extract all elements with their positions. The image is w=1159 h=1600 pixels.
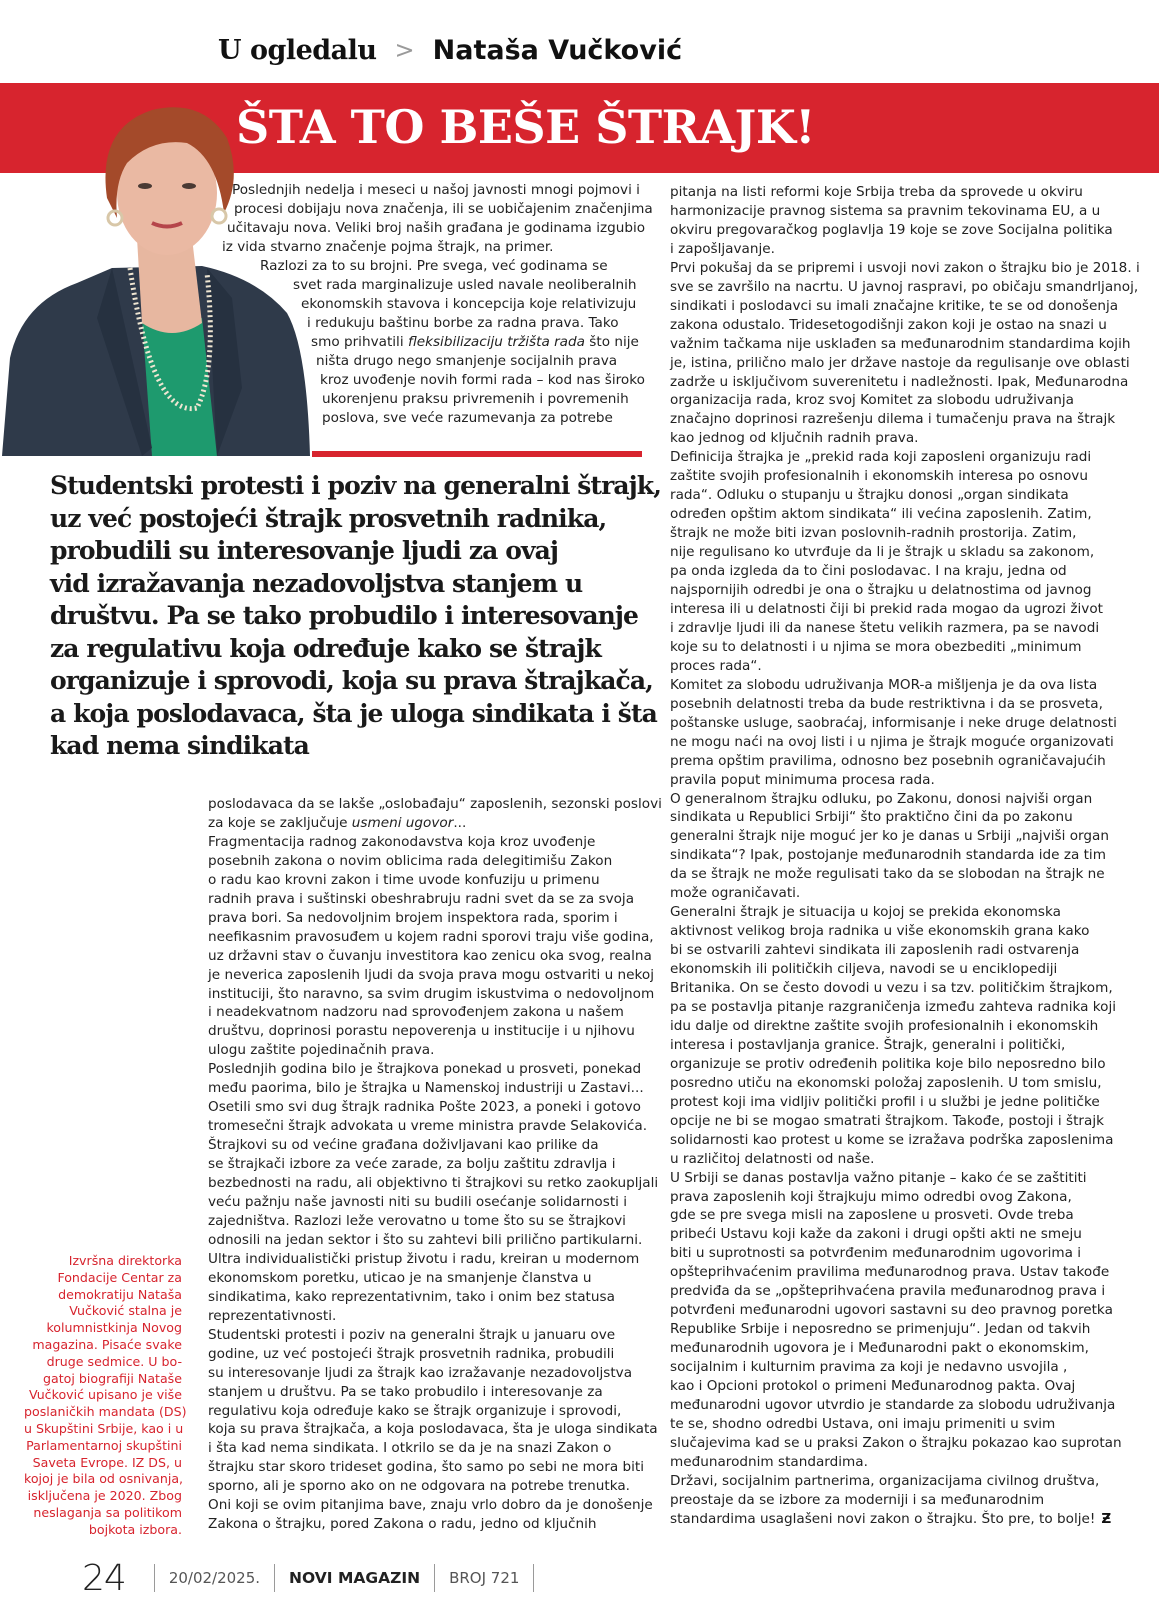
- body-text-line: društvu, doprinosi porastu nepoverenja u institucije i u njihovu: [208, 1023, 635, 1040]
- body-text-line: okviru pregovaračkog poglavlja 19 koje se zove Socijalna politika: [670, 221, 1113, 238]
- body-text-line: zakona odustalo. Tridesetogodišnji zakon koji je ostao na snazi u: [670, 316, 1107, 333]
- author-name: Nataša Vučković: [432, 34, 683, 66]
- body-text-line: instituciji, što naravno, sa svim drugim iskustvima o nedovoljnom: [208, 985, 655, 1002]
- pull-quote-line: kad nema sindikata: [50, 731, 309, 760]
- pull-quote-line: a koja poslodavaca, šta je uloga sindikata i šta: [50, 698, 657, 728]
- article-title: ŠTA TO BEŠE ŠTRAJK!: [236, 100, 815, 154]
- lead-line: ništa drugo nego smanjenje socijalnih prava: [316, 353, 618, 369]
- body-text-line: prava zaposlenih koji štrajkuju mimo odredbi ovog Zakona,: [670, 1188, 1072, 1205]
- footer-divider: [533, 1564, 534, 1592]
- body-text-line: posredno utiču na ekonomski položaj zaposlenih. U tom smislu,: [670, 1074, 1102, 1091]
- bio-text-line: kolumnistkinja Novog: [46, 1320, 182, 1336]
- bio-text-line: Izvršna direktorka: [68, 1253, 182, 1268]
- body-text-line: interesa ili u delatnosti čiji bi prekid rada mogao da ugrozi život: [670, 600, 1103, 617]
- bio-text-line: Parlamentarnoj skupštini: [26, 1437, 182, 1453]
- body-text-line: kao i Opcioni protokol o primeni Međunarodnog pakta. Ovaj: [670, 1378, 1076, 1395]
- body-text-line: prema opštim pravilima, odnosno bez posebnih ograničavajućih: [670, 752, 1106, 769]
- body-text-line: generalni štrajk nije moguć jer ko je danas u Srbiji „najviši organ: [670, 828, 1109, 845]
- body-text-line: harmonizacije pravnog sistema sa pravnim tekovinama EU, a u: [670, 202, 1101, 219]
- footer-divider: [274, 1564, 275, 1592]
- body-text-line: idu dalje od direktne zaštite svojih profesionalnih i ekonomskih: [670, 1017, 1099, 1034]
- body-column-middle: [208, 795, 662, 1534]
- lead-line: poslova, sve veće razumevanja za potrebe: [322, 410, 613, 426]
- body-text-line: opšteprihvaćenim pravilima međunarodnog prava. Ustav takođe: [670, 1264, 1110, 1281]
- bio-text-line: Vučković stalna je: [69, 1303, 182, 1319]
- body-text-line: proces rada“.: [670, 657, 762, 674]
- footer-divider: [154, 1564, 155, 1592]
- body-text-line: gde se pre svega misli na zaposlene u prosveti. Ovde treba: [670, 1207, 1074, 1224]
- bio-text-line: poslaničkih mandata (DS): [24, 1404, 187, 1420]
- body-text-line: posebnih delatnosti treba da bude restriktivna i da se prosveta,: [670, 695, 1103, 712]
- body-text-line: Državi, socijalnim partnerima, organizacijama civilnog društva,: [670, 1472, 1100, 1489]
- lead-line: ekonomskih stavova i koncepcija koje relativizuju: [301, 296, 637, 312]
- body-text-line: protest koji ima vidljiv politički profil i u službi je jedne političke: [670, 1093, 1100, 1110]
- body-text-line: ulogu zaštite pojedinačnih prava.: [208, 1042, 435, 1059]
- body-text-line: određen opštim aktom sindikata“ ili većina zaposlenih. Zatim,: [670, 506, 1092, 523]
- body-text-line: štrajk ne može biti izvan poslovnih-radnih prostorija. Zatim,: [670, 525, 1077, 542]
- body-text-line: pravila poput minimuma procesa rada.: [670, 771, 935, 788]
- pull-quote: [50, 470, 662, 763]
- section-name: U ogledalu: [218, 34, 377, 66]
- lead-line: svet rada marginalizuje usled navale neoliberalnih: [293, 277, 637, 293]
- body-text-line: godine, uz već postojeći štrajk prosvetnih radnika, probudili: [208, 1345, 615, 1362]
- lead-line: ukorenjenu praksu privremenih i povremenih: [322, 391, 629, 407]
- body-text-line: stanjem u društvu. Pa se tako probudilo i interesovanje za: [208, 1383, 603, 1400]
- body-text-line: te se, shodno odredbi Ustava, oni imaju primeniti u svim: [670, 1415, 1056, 1432]
- body-text-line: značajno doprinosi razrešenju dilema i tumačenju prava na štrajk: [670, 411, 1116, 428]
- pull-quote-line: Studentski protesti i poziv na generalni štrajk,: [50, 471, 662, 500]
- divider-rule: [312, 451, 642, 457]
- body-text-line: organizuje se protiv određenih politika koje bilo neposredno bilo: [670, 1055, 1106, 1072]
- body-text-line: odnosili na jedan sektor i što su zahtevi bili prilično partikularni.: [208, 1231, 643, 1248]
- body-text-line: interesa i postavljanja granice. Štrajk, generalni i politički,: [670, 1036, 1066, 1053]
- body-text-line: sindikata u Republici Srbiji“ što praktično čini da po zakonu: [670, 809, 1073, 826]
- body-text-line: u različitoj delatnosti od naše.: [670, 1150, 875, 1167]
- body-text-line: je, istina, prilično malo jer države nastoje da regulisanje ove oblasti: [670, 354, 1130, 371]
- body-text-line: nije regulisano ko utvrđuje da li je štrajk u skladu sa zakonom,: [670, 544, 1095, 561]
- pull-quote-line: organizuje i sprovodi, koja su prava štrajkača,: [50, 666, 653, 695]
- body-text-line: Fragmentacija radnog zakonodavstva koja kroz uvođenje: [208, 833, 596, 850]
- body-text-line: potvrđeni međunarodni ugovori sastavni su deo pravnog poretka: [670, 1302, 1113, 1319]
- body-text-line: međunarodnih ugovora je i Međunarodni pakt o ekonomskim,: [670, 1340, 1089, 1357]
- pull-quote-line: za regulativu koja određuje kako se štrajk: [50, 633, 601, 663]
- body-text-line: kao jednog od ključnih radnih prava.: [670, 430, 919, 447]
- lead-line: učitavaju nova. Veliki broj naših građana je godinama izgubio: [227, 220, 646, 236]
- body-text-line: zadrže u isključivom suverenitetu i nadležnosti. Ipak, Međunarodna: [670, 373, 1129, 390]
- author-bio: [24, 1253, 187, 1539]
- magazine-name: NOVI MAGAZIN: [289, 1569, 421, 1587]
- body-text-line: Štrajkovi su od većine građana doživljavani kao prilike da: [208, 1137, 599, 1154]
- body-text-line: sindikati i poslodavci su imali značajne kritike, te se od donošenja: [670, 297, 1119, 314]
- bio-text-line: gatoj biografiji Nataše: [43, 1370, 182, 1386]
- body-text-line: predviđa da se „opšteprihvaćena pravila međunarodnog prava i: [670, 1283, 1106, 1300]
- body-text-line: da se štrajk ne može regulisati tako da se slobodan na štrajk ne: [670, 866, 1105, 883]
- body-text-line: solidarnosti kao protest u kome se izražava podrška zaposlenima: [670, 1131, 1114, 1148]
- body-text-line: Zakona o štrajku, pored Zakona o radu, jedno od ključnih: [208, 1516, 597, 1533]
- body-text-line: sve se završilo na nacrtu. U javnoj raspravi, po običaju smandrljanoj,: [670, 278, 1139, 295]
- body-text-line: Ultra individualistički pristup životu i radu, kreiran u modernom: [208, 1250, 640, 1267]
- body-text-line: zajedništva. Razlozi leže verovatno u tome što su se štrajkovi: [208, 1212, 626, 1229]
- body-text-line: je neverica zaposlenih ljudi da svoja prava mogu ostvariti u nekoj: [208, 966, 655, 983]
- body-text-line: standardima usaglašeni novi zakon o štrajku. Što pre, to bolje! Ƶ: [670, 1510, 1112, 1527]
- pull-quote-line: probudili su interesovanje ljudi za ovaj: [50, 536, 559, 565]
- body-text-line: pitanja na listi reformi koje Srbija treba da sprovede u okviru: [670, 184, 1083, 200]
- body-text-line: poštanske usluge, saobraćaj, informisanje i neke druge delatnosti: [670, 714, 1117, 731]
- body-text-line: slučajevima kad se u praksi Zakon o štrajku pokazao kao suprotan: [670, 1434, 1122, 1451]
- body-text-line: i zdravlje ljudi ili da nanese štetu velikih razmera, pa se navodi: [670, 619, 1100, 636]
- body-text-line: Osetili smo svi dug štrajk radnika Pošte 2023, a poneki i gotovo: [208, 1099, 641, 1116]
- body-text-line: bi se ostvarili zahtevi sindikata ili zaposlenih radi ostvarenja: [670, 942, 1080, 959]
- lead-line-italic: smo prihvatili fleksibilizaciju tržišta rada što nije: [311, 334, 639, 350]
- body-text-line: O generalnom štrajku odluku, po Zakonu, donosi najviši organ: [670, 790, 1093, 807]
- body-text-line: sindikatima, kako reprezentativnim, tako i onim bez statusa: [208, 1288, 615, 1305]
- page-footer: [82, 1556, 548, 1600]
- bio-text-line: demokratiju Nataša: [58, 1286, 182, 1302]
- breadcrumb-separator: >: [394, 36, 415, 64]
- bio-text-line: Saveta Evrope. IZ DS, u: [32, 1454, 182, 1470]
- body-text-line: i šta kad nema sindikata. I otkrilo se da je na snazi Zakon o: [208, 1440, 612, 1457]
- body-text-line: i neadekvatnom nadzoru nad sprovođenjem zakona u našem: [208, 1004, 624, 1021]
- body-text-line: koja su prava štrajkača, a koja poslodavaca, šta je uloga sindikata: [208, 1421, 658, 1438]
- bio-text-line: neslaganja sa politikom: [33, 1504, 182, 1520]
- body-text-line: su interesovanje ljudi za štrajk kao izražavanje nezadovoljstva: [208, 1364, 633, 1381]
- body-text-line: U Srbiji se danas postavlja važno pitanje – kako će se zaštititi: [670, 1169, 1087, 1186]
- lead-line: Razlozi za to su brojni. Pre svega, već godinama se: [260, 258, 608, 274]
- pull-quote-line: društvu. Pa se tako probudilo i interesovanje: [50, 601, 639, 630]
- lead-line: Poslednjih nedelja i meseci u našoj javnosti mnogi pojmovi i: [232, 182, 640, 198]
- body-text-line: pribeći Ustavu koji kaže da zakoni i drugi opšti akti ne smeju: [670, 1226, 1082, 1243]
- body-text-line: Studentski protesti i poziv na generalni štrajk u januaru ove: [208, 1326, 616, 1343]
- body-text-line: štrajku star skoro trideset godina, što samo po sebi ne mora biti: [208, 1459, 644, 1476]
- body-text-line: međunarodni ugovor utvrdio je standarde za slobodu udruživanja: [670, 1397, 1116, 1413]
- pull-quote-line: uz već postojeći štrajk prosvetnih radnika,: [50, 503, 607, 533]
- body-text-line: Poslednjih godina bilo je štrajkova ponekad u prosveti, ponekad: [208, 1061, 642, 1078]
- body-text-line: za koje se zaključuje usmeni ugovor...: [208, 814, 467, 831]
- body-text-line: regulativu koja određuje kako se štrajk organizuje i sprovodi,: [208, 1402, 622, 1419]
- body-text-line: može ograničavati.: [670, 885, 801, 902]
- body-text-line: veću pažnju naše javnosti niti su budili osećanje solidarnosti i: [208, 1194, 628, 1211]
- body-text-line: ne mogu naći na ovoj listi i u njima je štrajk moguće organizovati: [670, 733, 1114, 750]
- bio-text-line: isključena je 2020. Zbog: [27, 1488, 182, 1504]
- body-text-line: sindikata“? Ipak, postojanje međunarodnih standarda ide za tim: [670, 847, 1106, 864]
- lead-line: kroz uvođenje novih formi rada – kod nas široko: [320, 372, 645, 388]
- body-text-line: i zapošljavanje.: [670, 240, 775, 257]
- bio-text-line: Fondacije Centar za: [57, 1269, 182, 1285]
- body-column-right: [670, 183, 1140, 1529]
- body-text-line: važnim tačkama nije usklađen sa međunarodnim standardima kojih: [670, 335, 1131, 352]
- body-text-line: neefikasnim pravosuđem u kojem radni sporovi traju više godina,: [208, 928, 654, 945]
- section-header: [218, 28, 682, 72]
- body-text-line: reprezentativnosti.: [208, 1307, 337, 1324]
- body-text-line: Republike Srbije i neposredno se primenjuju“. Jedan od takvih: [670, 1321, 1091, 1338]
- body-text-line: tromesečni štrajk advokata u vreme ministra pravde Selakovića.: [208, 1118, 648, 1135]
- body-text-line: bezbednosti na radu, ali objektivno ti štrajkovi su retko zaokupljali: [208, 1175, 659, 1192]
- body-text-line: međunarodnim standardima.: [670, 1453, 868, 1470]
- end-mark-icon: Ƶ: [1101, 1510, 1112, 1527]
- bio-text-line: u Skupštini Srbije, kao i u: [24, 1420, 184, 1436]
- issue-date: 20/02/2025.: [168, 1569, 261, 1587]
- body-text-line: biti u suprotnosti sa potvrđenim međunarodnim ugovorima i: [670, 1245, 1082, 1262]
- body-text-line: poslodavaca da se lakše „oslobađaju“ zaposlenih, sezonski poslovi: [208, 796, 662, 812]
- body-text-line: radnih prava i suštinski obeshrabruju radni svet da se za svoja: [208, 890, 635, 907]
- body-text-line: preostaje da se izbore za moderniji i sa međunarodnim: [670, 1491, 1045, 1508]
- body-text-line: o radu kao krovni zakon i time uvode konfuziju u primenu: [208, 871, 600, 888]
- body-text-line: posebnih zakona o novim oblicima rada delegitimišu Zakon: [208, 852, 613, 869]
- body-text-line: opcije ne bi se mogao smatrati štrajkom. Takođe, postoji i štrajk: [670, 1112, 1104, 1129]
- body-text-line: rada“. Odluku o stupanju u štrajku donosi „organ sindikata: [670, 487, 1069, 504]
- bio-text-line: magazina. Pisaće svake: [32, 1336, 182, 1352]
- body-text-line: zaštite svojih profesionalnih i ekonomskih interesa po osnovu: [670, 468, 1088, 485]
- body-text-line: Oni koji se ovim pitanjima bave, znaju vrlo dobro da je donošenje: [208, 1497, 653, 1514]
- lead-line: iz vida stvarno značenje pojma štrajk, na primer.: [222, 239, 554, 255]
- body-text-line: socijalnim i kulturnim pravima za koji je nedavno usvojila ,: [670, 1359, 1068, 1376]
- body-text-line: uz državni stav o čuvanju investitora kao zenicu oka svog, realna: [208, 947, 652, 964]
- bio-text-line: bojkota izbora.: [88, 1521, 182, 1537]
- body-text-line: prava bori. Sa nedovoljnim brojem inspektora rada, sporim i: [208, 909, 618, 926]
- body-text-line: aktivnost velikog broja radnika u više ekonomskih grana kako: [670, 923, 1090, 940]
- body-text-line: se štrajkači izbore za veće zarade, za bolju zaštitu zdravlja i: [208, 1156, 616, 1173]
- bio-text-line: kojoj je bila od osnivanja,: [24, 1471, 184, 1487]
- footer-divider: [434, 1564, 435, 1592]
- body-text-line: Generalni štrajk je situacija u kojoj se prekida ekonomska: [670, 904, 1061, 921]
- body-text-line: sporno, ali je sporno ako on ne odgovara na potrebe trenutka.: [208, 1478, 631, 1495]
- lead-line: i redukuju baštinu borbe za radna prava. Tako: [307, 315, 619, 331]
- body-text-line: koje su to delatnosti i u njima se mora obezbediti „minimum: [670, 638, 1082, 655]
- body-text-line: najspornijih odredbi je ona o štrajku u delatnostima od javnog: [670, 582, 1092, 599]
- page-number: 24: [82, 1557, 126, 1599]
- body-text-line: organizacija rada, kroz svoj Komitet za slobodu udruživanja: [670, 392, 1075, 409]
- body-text-line: među paorima, bilo je štrajka u Namenskoj industriji u Zastavi...: [208, 1080, 644, 1097]
- body-text-line: Prvi pokušaj da se pripremi i usvoji novi zakon o štrajku bio je 2018. i: [670, 259, 1140, 276]
- lead-line: procesi dobijaju nova značenja, ili se uobičajenim značenjima: [234, 201, 653, 217]
- body-text-line: Britanika. On se često dovodi u vezu i sa tzv. političkim štrajkom,: [670, 980, 1113, 997]
- body-text-line: ekonomskom poretku, uticao je na smanjenje članstva u: [208, 1269, 592, 1286]
- bio-text-line: druge sedmice. U bo-: [46, 1353, 182, 1369]
- body-text-line: pa onda izgleda da to čini poslodavac. I na kraju, jedna od: [670, 563, 1067, 580]
- body-text-line: ekonomskih ili političkih ciljeva, navodi se u enciklopediji: [670, 961, 1058, 978]
- body-text-line: pa se postavlja pitanje razgraničenja između zahteva radnika koji: [670, 998, 1117, 1015]
- body-text-line: Komitet za slobodu udruživanja MOR-a mišljenja je da ova lista: [670, 676, 1098, 693]
- issue-number: BROJ 721: [449, 1569, 520, 1587]
- bio-text-line: Vučković upisano je više: [28, 1387, 182, 1403]
- pull-quote-line: vid izražavanja nezadovoljstva stanjem u: [50, 568, 583, 598]
- body-text-line: Definicija štrajka je „prekid rada koji zaposleni organizuju radi: [670, 449, 1092, 466]
